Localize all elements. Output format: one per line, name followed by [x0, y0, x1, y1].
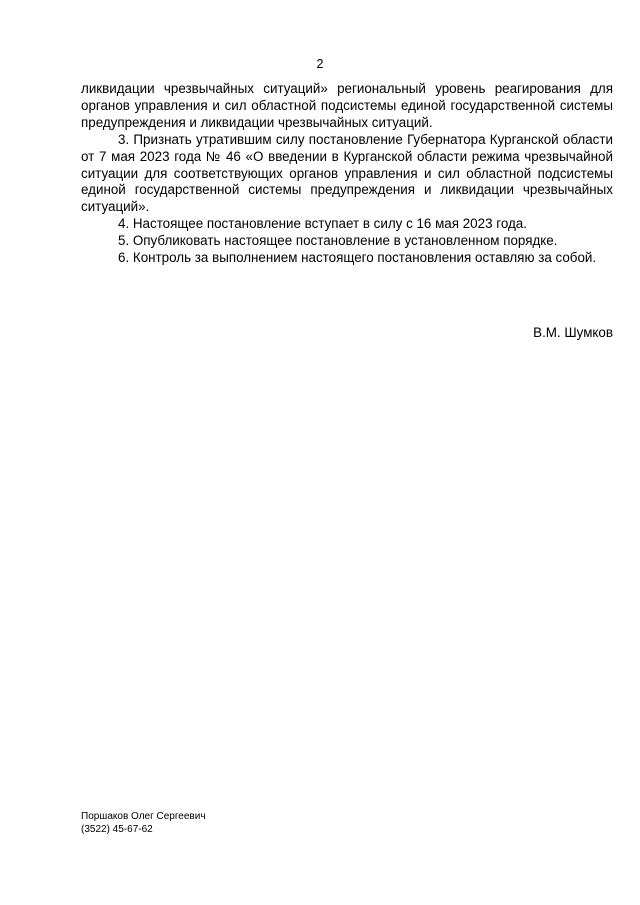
executor-info: [81, 810, 206, 836]
document-body: [81, 81, 613, 267]
paragraph-item-4: 4. Настоящее постановление вступает в силу с 16 мая 2023 года.: [118, 216, 527, 232]
paragraph-item-3: 3. Признать утратившим силу постановление Губернатора Курганской области от 7 мая 2023 года № 46 «О введении в Курганской области режима чрезвычайной ситуации для соответствующих органов управления и сил областной подсистемы единой государственной системы предупреждения и ликвидации чрезвычайных ситуаций».: [81, 131, 613, 215]
executor-phone: (3522) 45-67-62: [81, 824, 153, 835]
paragraph-continuation: ликвидации чрезвычайных ситуаций» региональный уровень реагирования для органов управления и сил областной подсистемы единой государственной системы предупреждения и ликвидации чрезвычайных ситуаций.: [81, 81, 613, 130]
paragraph-item-6: 6. Контроль за выполнением настоящего постановления оставляю за собой.: [118, 250, 597, 266]
page-number: 2: [316, 57, 324, 71]
executor-name: Поршаков Олег Сергеевич: [81, 811, 206, 822]
signatory-name: В.М. Шумков: [533, 325, 613, 340]
paragraph-item-5: 5. Опубликовать настоящее постановление в установленном порядке.: [118, 233, 558, 249]
